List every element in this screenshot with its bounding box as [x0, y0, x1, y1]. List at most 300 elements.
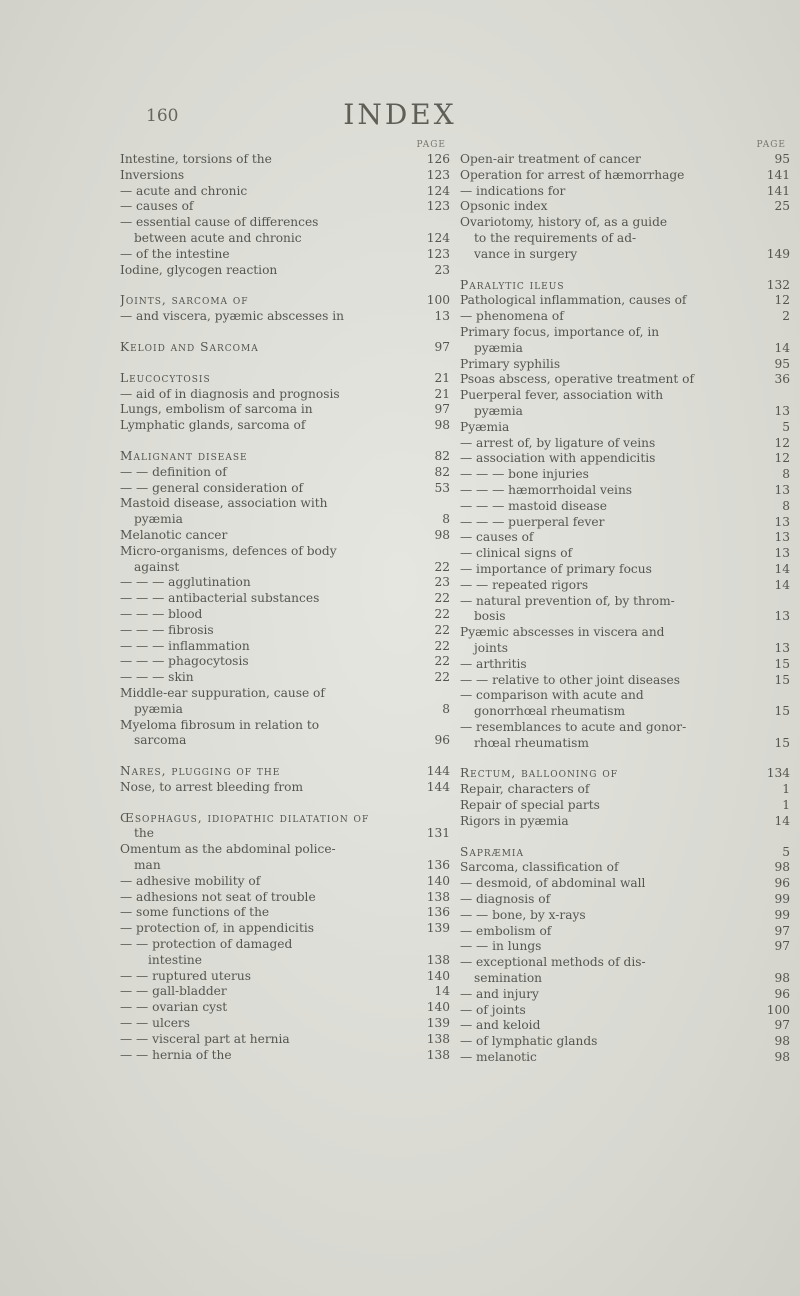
- index-entry: [120, 670, 450, 686]
- index-entry: [460, 720, 790, 736]
- section-gap: [460, 751, 790, 766]
- entry-page-number: 22: [434, 622, 450, 637]
- entry-term: — diagnosis of: [460, 892, 551, 907]
- entry-page-number: 13: [434, 309, 450, 324]
- entry-term: — importance of primary focus: [460, 561, 652, 576]
- index-entry: [120, 984, 450, 1000]
- entry-term: — arrest of, by ligature of veins: [460, 435, 656, 450]
- index-entry: [460, 372, 790, 388]
- index-entry: [120, 387, 450, 403]
- index-entry: [460, 404, 790, 420]
- entry-term: Middle-ear suppuration, cause of: [120, 685, 325, 700]
- index-entry: [460, 657, 790, 673]
- page-column-label: PAGE: [756, 140, 786, 150]
- entry-term: — association with appendicitis: [460, 451, 656, 466]
- index-entry: [120, 199, 450, 215]
- entry-page-number: 138: [426, 952, 450, 967]
- index-entry: [460, 609, 790, 625]
- entry-term: the: [134, 826, 154, 841]
- entry-term: — — — mastoid disease: [460, 498, 607, 513]
- entry-list: [120, 152, 450, 1063]
- page-header: [0, 98, 800, 138]
- index-entry: [460, 736, 790, 752]
- entry-term: — — — inflammation: [120, 638, 250, 653]
- index-entry: [120, 465, 450, 481]
- entry-page-number: 99: [774, 892, 790, 907]
- index-entry: [460, 971, 790, 987]
- entry-page-number: 98: [774, 1050, 790, 1065]
- entry-term: Rigors in pyæmia: [460, 813, 569, 828]
- entry-term: Pathological inflammation, causes of: [460, 293, 687, 308]
- index-entry: [120, 152, 450, 168]
- index-entry: [460, 467, 790, 483]
- entry-page-number: 96: [434, 733, 450, 748]
- entry-term: — arthritis: [460, 656, 527, 671]
- index-entry: [460, 987, 790, 1003]
- entry-page-number: 98: [774, 860, 790, 875]
- index-entry: [120, 842, 450, 858]
- entry-page-number: 23: [434, 262, 450, 277]
- entry-page-number: 100: [426, 293, 450, 308]
- index-entry: [120, 905, 450, 921]
- entry-term: Ovariotomy, history of, as a guide: [460, 215, 668, 230]
- entry-page-number: 95: [774, 356, 790, 371]
- entry-page-number: 22: [434, 638, 450, 653]
- index-entry: [460, 546, 790, 562]
- index-entry: [120, 1048, 450, 1064]
- index-entry: [120, 826, 450, 842]
- index-entry: [120, 481, 450, 497]
- index-entry: [120, 215, 450, 231]
- entry-page-number: 123: [426, 199, 450, 214]
- index-entry: [460, 704, 790, 720]
- index-entry: [460, 578, 790, 594]
- entry-page-number: 138: [426, 1031, 450, 1046]
- entry-term: man: [134, 858, 161, 873]
- entry-term: Rectum, ballooning of: [460, 766, 618, 781]
- entry-term: vance in surgery: [474, 246, 578, 261]
- entry-term: — — — blood: [120, 606, 203, 621]
- entry-page-number: 13: [774, 546, 790, 561]
- entry-term: Leucocytosis: [120, 370, 211, 385]
- entry-term: sarcoma: [134, 733, 187, 748]
- entry-term: — — ulcers: [120, 1016, 190, 1031]
- index-entry: [120, 811, 450, 827]
- index-column-left: [120, 140, 450, 1063]
- index-entry: [120, 402, 450, 418]
- index-entry: [120, 686, 450, 702]
- page-number: 160: [146, 106, 179, 126]
- entry-term: Nose, to arrest bleeding from: [120, 779, 304, 794]
- index-entry: [460, 420, 790, 436]
- index-entry: [460, 357, 790, 373]
- entry-page-number: 97: [434, 339, 450, 354]
- entry-term: — — — skin: [120, 670, 194, 685]
- index-entry: [460, 436, 790, 452]
- entry-page-number: 13: [774, 403, 790, 418]
- entry-term: — — general consideration of: [120, 480, 304, 495]
- index-entry: [460, 325, 790, 341]
- entry-page-number: 13: [774, 640, 790, 655]
- entry-term: — — protection of damaged: [120, 937, 293, 952]
- index-entry: [120, 639, 450, 655]
- entry-page-number: 97: [774, 923, 790, 938]
- entry-page-number: 22: [434, 654, 450, 669]
- entry-term: — clinical signs of: [460, 546, 573, 561]
- entry-term: — melanotic: [460, 1050, 537, 1065]
- index-entry: [460, 1034, 790, 1050]
- section-gap: [460, 830, 790, 845]
- entry-term: Pyæmia: [460, 419, 510, 434]
- index-entry: [460, 814, 790, 830]
- index-entry: [460, 782, 790, 798]
- index-entry: [120, 231, 450, 247]
- entry-page-number: 140: [426, 968, 450, 983]
- entry-term: — natural prevention of, by throm-: [460, 593, 675, 608]
- entry-page-number: 14: [774, 577, 790, 592]
- index-entry: [460, 515, 790, 531]
- entry-page-number: 126: [426, 152, 450, 166]
- index-entry: [460, 860, 790, 876]
- index-entry: [120, 623, 450, 639]
- entry-page-number: 97: [434, 402, 450, 417]
- entry-page-number: 141: [766, 183, 790, 198]
- entry-term: — essential cause of differences: [120, 215, 319, 230]
- entry-term: pyæmia: [474, 403, 523, 418]
- entry-term: to the requirements of ad-: [474, 230, 637, 245]
- index-entry: [120, 764, 450, 780]
- index-entry: [460, 168, 790, 184]
- entry-term: — — ovarian cyst: [120, 1000, 228, 1015]
- entry-term: Mastoid disease, association with: [120, 496, 328, 511]
- entry-term: Iodine, glycogen reaction: [120, 262, 278, 277]
- entry-list: [460, 152, 790, 1066]
- entry-term: — exceptional methods of dis-: [460, 955, 646, 970]
- entry-term: semination: [474, 971, 543, 986]
- entry-term: — and viscera, pyæmic abscesses in: [120, 309, 345, 324]
- index-entry: [460, 892, 790, 908]
- index-entry: [120, 654, 450, 670]
- entry-page-number: 36: [774, 372, 790, 387]
- entry-term: bosis: [474, 609, 506, 624]
- index-entry: [460, 499, 790, 515]
- section-gap: [460, 263, 790, 278]
- entry-term: Intestine, torsions of the: [120, 152, 272, 166]
- index-entry: [120, 858, 450, 874]
- index-entry: [120, 560, 450, 576]
- entry-term: Micro-organisms, defences of body: [120, 543, 337, 558]
- entry-term: — indications for: [460, 183, 566, 198]
- entry-page-number: 98: [774, 971, 790, 986]
- page-title: INDEX: [343, 98, 457, 131]
- entry-page-number: 13: [774, 514, 790, 529]
- entry-page-number: 138: [426, 1047, 450, 1062]
- entry-page-number: 100: [766, 1002, 790, 1017]
- index-entry: [120, 733, 450, 749]
- entry-page-number: 144: [426, 779, 450, 794]
- index-entry: [120, 874, 450, 890]
- entry-page-number: 97: [774, 939, 790, 954]
- index-entry: [460, 924, 790, 940]
- index-entry: [120, 607, 450, 623]
- entry-term: Paralytic ileus: [460, 277, 565, 292]
- entry-page-number: 144: [426, 764, 450, 779]
- entry-term: rhœal rheumatism: [474, 735, 589, 750]
- index-entry: [120, 263, 450, 279]
- index-entry: [120, 591, 450, 607]
- entry-page-number: 140: [426, 1000, 450, 1015]
- index-entry: [120, 1032, 450, 1048]
- entry-term: Omentum as the abdominal police-: [120, 842, 336, 857]
- index-entry: [460, 341, 790, 357]
- index-entry: [120, 544, 450, 560]
- index-entry: [120, 937, 450, 953]
- entry-page-number: 8: [442, 512, 450, 527]
- entry-page-number: 13: [774, 530, 790, 545]
- index-column-right: [460, 140, 790, 1066]
- entry-term: — — visceral part at hernia: [120, 1031, 290, 1046]
- entry-term: — of lymphatic glands: [460, 1034, 598, 1049]
- entry-term: — — gall-bladder: [120, 984, 227, 999]
- entry-term: Nares, plugging of the: [120, 764, 281, 779]
- entry-term: — and keloid: [460, 1018, 541, 1033]
- entry-page-number: 13: [774, 482, 790, 497]
- entry-term: Repair of special parts: [460, 798, 600, 813]
- entry-term: pyæmia: [134, 512, 183, 527]
- entry-page-number: 123: [426, 167, 450, 182]
- index-entry: [460, 955, 790, 971]
- entry-page-number: 124: [426, 230, 450, 245]
- entry-term: — — in lungs: [460, 939, 542, 954]
- entry-page-number: 22: [434, 670, 450, 685]
- entry-page-number: 15: [774, 656, 790, 671]
- section-gap: [120, 796, 450, 811]
- index-entry: [460, 451, 790, 467]
- entry-term: Opsonic index: [460, 199, 548, 214]
- entry-page-number: 97: [774, 1018, 790, 1033]
- section-gap: [120, 434, 450, 449]
- entry-term: — some functions of the: [120, 905, 270, 920]
- index-entry: [460, 939, 790, 955]
- entry-page-number: 96: [774, 876, 790, 891]
- entry-term: — resemblances to acute and gonor-: [460, 719, 687, 734]
- entry-page-number: 14: [774, 340, 790, 355]
- entry-term: Œsophagus, idiopathic dilatation of: [120, 810, 370, 825]
- entry-term: Primary focus, importance of, in: [460, 324, 660, 339]
- index-entry: [460, 688, 790, 704]
- entry-term: — — — agglutination: [120, 575, 251, 590]
- index-entry: [460, 876, 790, 892]
- entry-page-number: 12: [774, 451, 790, 466]
- index-entry: [120, 780, 450, 796]
- index-entry: [120, 890, 450, 906]
- entry-term: — — — puerperal fever: [460, 514, 605, 529]
- index-entry: [120, 1000, 450, 1016]
- entry-page-number: 23: [434, 575, 450, 590]
- entry-term: Pyæmic abscesses in viscera and: [460, 625, 665, 640]
- entry-term: — — — bone injuries: [460, 467, 589, 482]
- entry-term: — adhesions not seat of trouble: [120, 889, 316, 904]
- entry-term: — — ruptured uterus: [120, 968, 251, 983]
- entry-term: — — bone, by x-rays: [460, 907, 586, 922]
- entry-term: Keloid and Sarcoma: [120, 339, 259, 354]
- index-entry: [460, 199, 790, 215]
- index-entry: [120, 293, 450, 309]
- entry-page-number: 12: [774, 293, 790, 308]
- page-column-label: PAGE: [416, 140, 446, 150]
- entry-term: Puerperal fever, association with: [460, 388, 664, 403]
- index-entry: [120, 309, 450, 325]
- entry-term: Psoas abscess, operative treatment of: [460, 372, 695, 387]
- entry-term: — — — hæmorrhoidal veins: [460, 482, 633, 497]
- index-entry: [120, 247, 450, 263]
- entry-term: Repair, characters of: [460, 782, 590, 797]
- entry-term: between acute and chronic: [134, 230, 302, 245]
- entry-page-number: 98: [774, 1034, 790, 1049]
- entry-page-number: 1: [782, 798, 790, 813]
- entry-term: Open-air treatment of cancer: [460, 152, 641, 166]
- entry-page-number: 22: [434, 606, 450, 621]
- entry-term: intestine: [148, 952, 202, 967]
- entry-term: pyæmia: [134, 701, 183, 716]
- entry-page-number: 8: [442, 701, 450, 716]
- entry-term: Joints, sarcoma of: [120, 293, 249, 308]
- entry-term: against: [134, 559, 180, 574]
- entry-page-number: 13: [774, 609, 790, 624]
- entry-term: — — — phagocytosis: [120, 654, 249, 669]
- entry-term: — and injury: [460, 986, 539, 1001]
- entry-page-number: 1: [782, 782, 790, 797]
- entry-page-number: 2: [782, 309, 790, 324]
- index-entry: [120, 921, 450, 937]
- entry-term: — adhesive mobility of: [120, 873, 261, 888]
- index-entry: [460, 278, 790, 294]
- entry-page-number: 124: [426, 183, 450, 198]
- entry-term: pyæmia: [474, 340, 523, 355]
- entry-page-number: 21: [434, 386, 450, 401]
- entry-page-number: 82: [434, 448, 450, 463]
- entry-term: Operation for arrest of hæmorrhage: [460, 167, 685, 182]
- entry-page-number: 14: [434, 984, 450, 999]
- index-entry: [120, 168, 450, 184]
- entry-term: Sapræmia: [460, 844, 524, 859]
- entry-page-number: 96: [774, 986, 790, 1001]
- index-entry: [120, 1016, 450, 1032]
- entry-page-number: 14: [774, 561, 790, 576]
- entry-term: — desmoid, of abdominal wall: [460, 876, 646, 891]
- index-entry: [460, 908, 790, 924]
- entry-page-number: 139: [426, 921, 450, 936]
- index-entry: [460, 845, 790, 861]
- index-entry: [460, 641, 790, 657]
- entry-page-number: 98: [434, 418, 450, 433]
- section-gap: [120, 325, 450, 340]
- section-gap: [120, 749, 450, 764]
- entry-page-number: 53: [434, 480, 450, 495]
- index-entry: [460, 673, 790, 689]
- entry-term: — causes of: [120, 199, 194, 214]
- entry-page-number: 22: [434, 559, 450, 574]
- entry-page-number: 149: [766, 246, 790, 261]
- entry-term: Lymphatic glands, sarcoma of: [120, 418, 306, 433]
- entry-term: Malignant disease: [120, 448, 248, 463]
- index-entry: [460, 1003, 790, 1019]
- entry-term: — — — antibacterial substances: [120, 591, 320, 606]
- entry-page-number: 131: [426, 826, 450, 841]
- entry-page-number: 15: [774, 704, 790, 719]
- entry-page-number: 140: [426, 873, 450, 888]
- entry-page-number: 25: [774, 199, 790, 214]
- entry-page-number: 99: [774, 907, 790, 922]
- index-entry: [460, 247, 790, 263]
- entry-term: Sarcoma, classification of: [460, 860, 619, 875]
- entry-term: — — hernia of the: [120, 1047, 232, 1062]
- entry-page-number: 5: [782, 419, 790, 434]
- entry-page-number: 134: [766, 766, 790, 781]
- entry-term: Melanotic cancer: [120, 527, 228, 542]
- entry-page-number: 5: [782, 844, 790, 859]
- entry-page-number: 22: [434, 591, 450, 606]
- index-entry: [120, 340, 450, 356]
- index-entry: [120, 371, 450, 387]
- index-entry: [460, 388, 790, 404]
- section-gap: [120, 356, 450, 371]
- index-entry: [460, 483, 790, 499]
- entry-page-number: 12: [774, 435, 790, 450]
- index-entry: [120, 953, 450, 969]
- entry-term: — of joints: [460, 1002, 526, 1017]
- entry-term: — causes of: [460, 530, 534, 545]
- entry-term: Myeloma fibrosum in relation to: [120, 717, 320, 732]
- entry-term: — — definition of: [120, 464, 227, 479]
- index-entry: [460, 625, 790, 641]
- entry-term: — protection of, in appendicitis: [120, 921, 315, 936]
- section-gap: [120, 278, 450, 293]
- entry-page-number: 21: [434, 370, 450, 385]
- entry-page-number: 98: [434, 527, 450, 542]
- index-entry: [460, 530, 790, 546]
- entry-page-number: 136: [426, 905, 450, 920]
- entry-term: — phenomena of: [460, 309, 564, 324]
- index-entry: [460, 309, 790, 325]
- index-entry: [460, 152, 790, 168]
- entry-page-number: 141: [766, 167, 790, 182]
- index-entry: [120, 512, 450, 528]
- entry-term: — acute and chronic: [120, 183, 248, 198]
- index-entry: [120, 184, 450, 200]
- entry-term: Inversions: [120, 167, 185, 182]
- entry-page-number: 138: [426, 889, 450, 904]
- entry-term: Primary syphilis: [460, 356, 561, 371]
- entry-page-number: 136: [426, 858, 450, 873]
- entry-term: — comparison with acute and: [460, 688, 644, 703]
- index-entry: [460, 293, 790, 309]
- entry-term: gonorrhœal rheumatism: [474, 704, 626, 719]
- entry-page-number: 123: [426, 246, 450, 261]
- entry-term: — — relative to other joint diseases: [460, 672, 680, 687]
- entry-term: — of the intestine: [120, 246, 230, 261]
- entry-page-number: 95: [774, 152, 790, 166]
- entry-page-number: 15: [774, 672, 790, 687]
- index-entry: [120, 449, 450, 465]
- entry-term: Lungs, embolism of sarcoma in: [120, 402, 313, 417]
- entry-term: joints: [474, 640, 509, 655]
- entry-page-number: 14: [774, 813, 790, 828]
- entry-term: — aid of in diagnosis and prognosis: [120, 386, 340, 401]
- index-entry: [120, 969, 450, 985]
- index-entry: [120, 528, 450, 544]
- index-entry: [460, 231, 790, 247]
